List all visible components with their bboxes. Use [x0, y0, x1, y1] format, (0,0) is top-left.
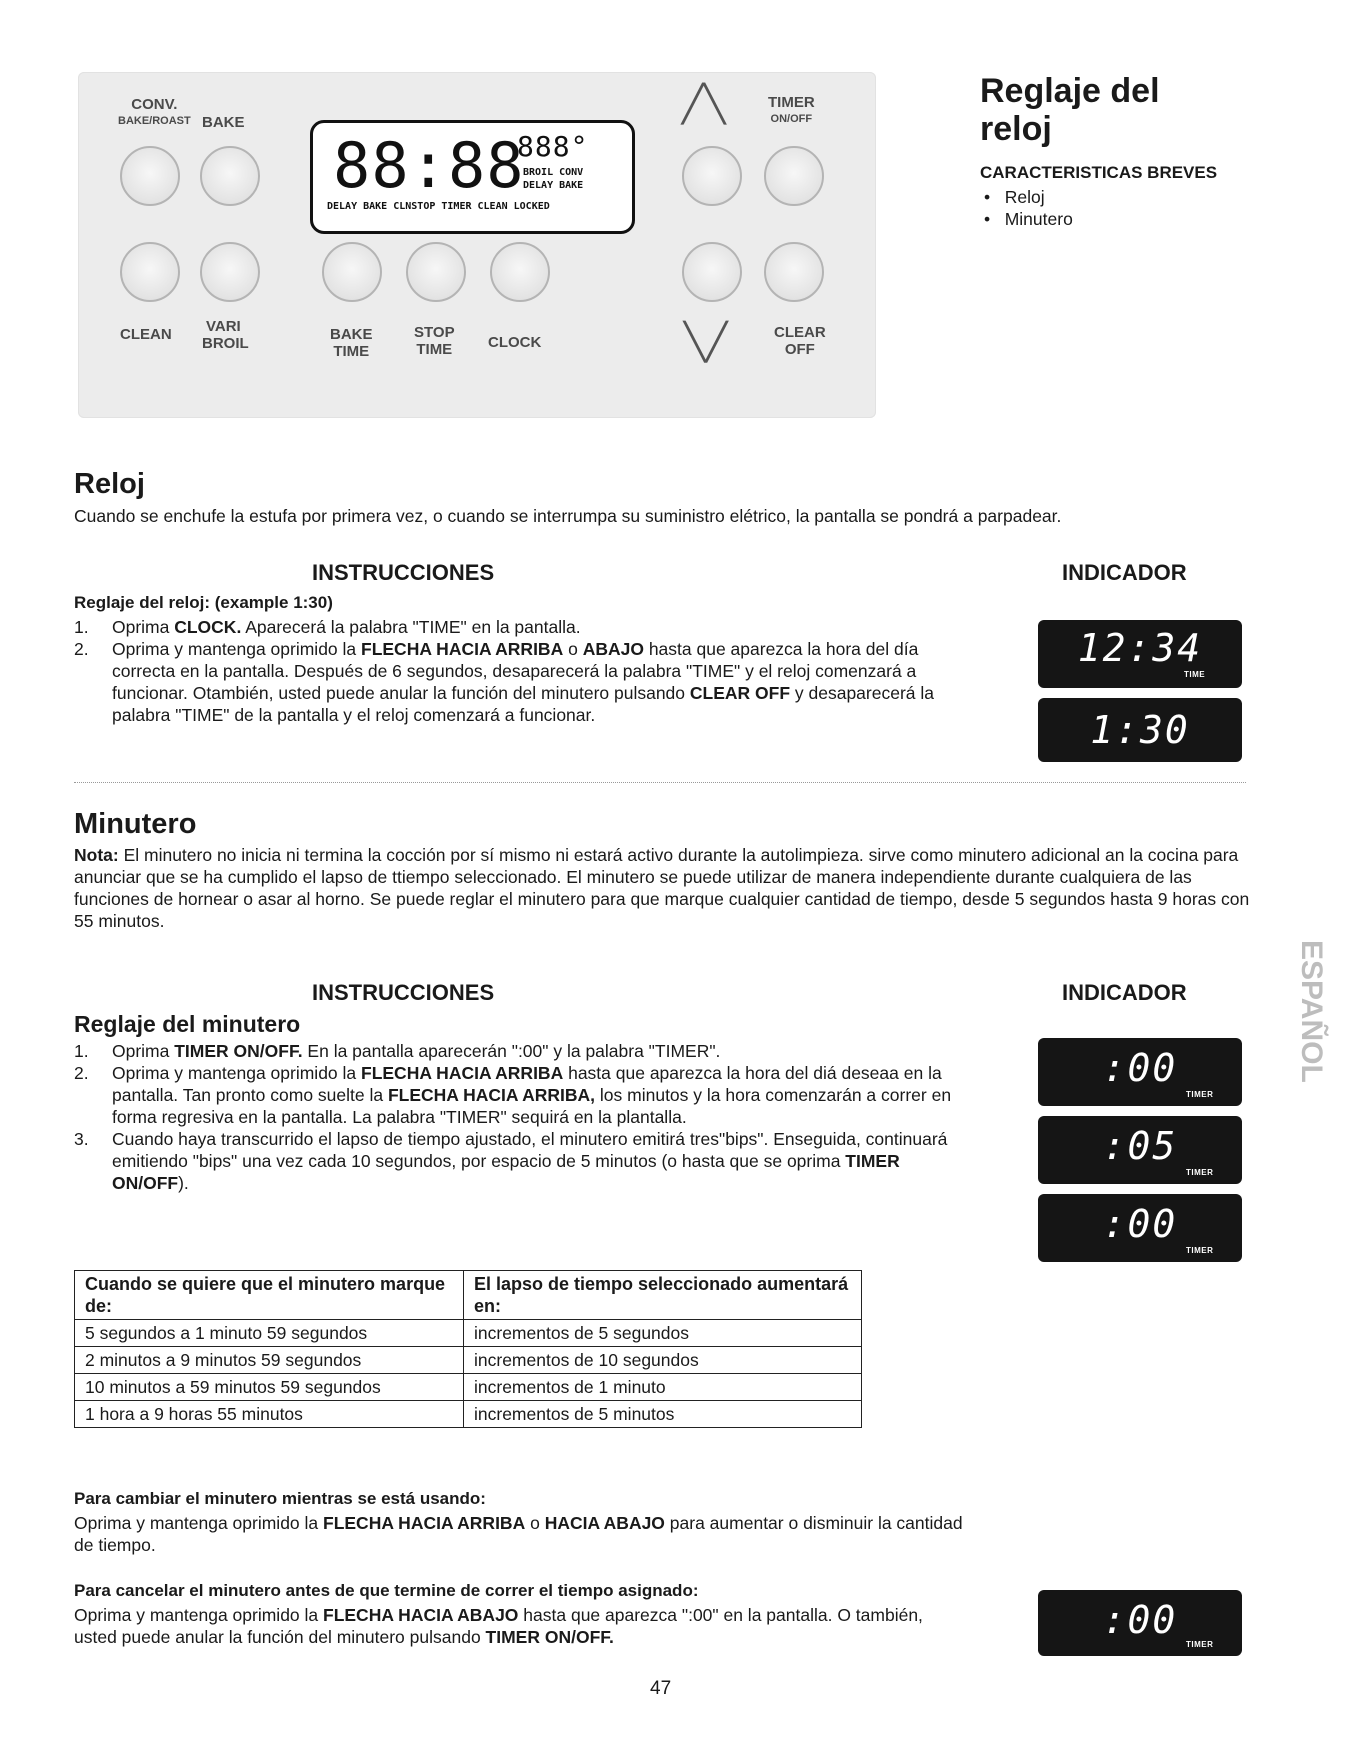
table-cell: 1 hora a 9 horas 55 minutos: [75, 1401, 464, 1428]
table-cell: 2 minutos a 9 minutos 59 segundos: [75, 1347, 464, 1374]
feature-item: • Reloj: [984, 187, 1045, 207]
feature-item: • Minutero: [984, 209, 1073, 229]
minutero-step: 3. Cuando haya transcurrido el lapso de tiempo ajustado, el minutero emitirá tres"bips". Enseguida, continuará emitiendo "bips" una vez cada 10 segundos, por espacio de 5 minutos (o hasta que se oprima TIMER ON/OFF).: [74, 1129, 948, 1193]
table-cell: incrementos de 10 segundos: [464, 1347, 862, 1374]
reloj-subheading: Reglaje del reloj: (example 1:30): [74, 593, 333, 612]
cancel-timer-heading: Para cancelar el minutero antes de que termine de correr el tiempo asignado:: [74, 1581, 699, 1600]
side-language-tab: ESPAÑOL: [1295, 940, 1328, 1083]
reloj-instructions-heading: INSTRUCCIONES: [312, 560, 495, 585]
bake-time-label: BAKE TIME: [330, 326, 373, 360]
cancel-timer-text: Oprima y mantenga oprimido la FLECHA HACIA ABAJO hasta que aparezca ":00" en la pantalla. O también, usted puede anular la función del minutero pulsando TIMER ON/OFF.: [74, 1605, 923, 1647]
timer-display-05: [1038, 1116, 1242, 1184]
lcd-delay-bake: DELAY BAKE: [523, 180, 584, 191]
table-row: [75, 1374, 862, 1401]
page-number: 47: [650, 1678, 672, 1699]
timer-increments-table: [74, 1270, 862, 1428]
change-timer-heading: Para cambiar el minutero mientras se está usando:: [74, 1489, 486, 1508]
vari-broil-label: VARI BROIL: [202, 318, 249, 352]
minutero-heading: Minutero: [74, 808, 197, 840]
display-value: :00: [1102, 1046, 1178, 1090]
reloj-steps: [74, 616, 954, 726]
clock-display-1234: [1038, 620, 1242, 688]
minutero-instructions-heading: INSTRUCCIONES: [312, 980, 495, 1005]
table-cell: 5 segundos a 1 minuto 59 segundos: [75, 1320, 464, 1347]
reloj-intro: Cuando se enchufe la estufa por primera vez, o cuando se interrumpa su suministro elétrico, la pantalla se pondrá a parpadear.: [74, 506, 1062, 526]
display-value: :00: [1102, 1202, 1178, 1246]
minutero-step: 1. Oprima TIMER ON/OFF. En la pantalla aparecerán ":00" y la palabra "TIMER".: [74, 1041, 721, 1061]
timer-display-00: [1038, 1038, 1242, 1106]
table-row: [75, 1401, 862, 1428]
lcd-display: [310, 120, 635, 234]
table-header-cell: Cuando se quiere que el minutero marque de:: [75, 1271, 464, 1320]
table-row: [75, 1320, 862, 1347]
features-heading: CARACTERISTICAS BREVES: [980, 163, 1218, 182]
clean-label: CLEAN: [120, 326, 172, 343]
table-cell: incrementos de 1 minuto: [464, 1374, 862, 1401]
features-list: [984, 186, 1073, 230]
stop-time-button[interactable]: [406, 242, 466, 302]
display-value: 12:34: [1077, 626, 1203, 670]
clock-button[interactable]: [490, 242, 550, 302]
table-cell: incrementos de 5 minutos: [464, 1401, 862, 1428]
bake-button[interactable]: [200, 146, 260, 206]
reloj-step: 1. Oprima CLOCK. Aparecerá la palabra "TIME" en la pantalla.: [74, 617, 581, 637]
table-cell: 10 minutos a 59 minutos 59 segundos: [75, 1374, 464, 1401]
display-value: :05: [1102, 1124, 1178, 1168]
oven-control-panel: [78, 72, 876, 418]
table-header-row: [75, 1271, 862, 1320]
minutero-subheading: Reglaje del minutero: [74, 1011, 301, 1037]
minutero-steps: [74, 1040, 954, 1194]
change-timer-text: Oprima y mantenga oprimido la FLECHA HACIA ARRIBA o HACIA ABAJO para aumentar o disminuir la cantidad de tiempo.: [74, 1513, 963, 1555]
vari-broil-button[interactable]: [200, 242, 260, 302]
lcd-main-digits: 88:88: [333, 129, 525, 202]
clock-display-130: [1038, 698, 1242, 762]
display-tag: TIMER: [1186, 1090, 1214, 1099]
lcd-small-digits: 888°: [517, 130, 589, 163]
display-tag: TIME: [1184, 670, 1206, 679]
timer-onoff-label: TIMER ON/OFF: [768, 94, 815, 125]
reloj-indicator-heading: INDICADOR: [1062, 560, 1187, 585]
conv-bake-roast-label: CONV. BAKE/ROAST: [118, 96, 191, 127]
bake-label: BAKE: [202, 114, 245, 131]
bake-time-button[interactable]: [322, 242, 382, 302]
minutero-step: 2. Oprima y mantenga oprimido la FLECHA HACIA ARRIBA hasta que aparezca la hora del diá deseaa en la pantalla. Tan pronto como suelte la FLECHA HACIA ARRIBA, los minutos y la hora comenzarán a correr en forma regresiva en la pantalla. La palabra "TIMER" sequirá en la plantalla.: [74, 1063, 952, 1127]
down-arrow-icon: ╲╱: [684, 321, 728, 362]
display-tag: TIMER: [1186, 1640, 1214, 1649]
up-arrow-button[interactable]: [682, 146, 742, 206]
timer-onoff-button[interactable]: [764, 146, 824, 206]
minutero-indicator-heading: INDICADOR: [1062, 980, 1187, 1005]
display-value: :00: [1102, 1598, 1178, 1642]
up-arrow-icon: ╱╲: [682, 83, 726, 124]
conv-bake-roast-button[interactable]: [120, 146, 180, 206]
minutero-note: Nota: El minutero no inicia ni termina la cocción por sí mismo ni estará activo durante la autolimpieza. sirve como minutero adicional an la cocina para anunciar que se ha cumplido el lapso de ttiempo seleccionado. El minutero se puede utilizar de manera independiente durante cualquiera de las funciones de hornear o asar al horno. Se puede reglar el minutero para que marque cualquier cantidad de tiempo, desde 5 segundos hasta 9 horas con 55 minutos.: [74, 845, 1250, 931]
table-row: [75, 1347, 862, 1374]
cancel-display-00: [1038, 1590, 1242, 1656]
lcd-status-row: DELAY BAKE CLNSTOP TIMER CLEAN LOCKED: [327, 201, 550, 212]
display-value: 1:30: [1090, 708, 1190, 752]
display-tag: TIMER: [1186, 1246, 1214, 1255]
page-title: Reglaje del reloj: [980, 72, 1160, 148]
stop-time-label: STOP TIME: [414, 324, 455, 358]
reloj-step: 2. Oprima y mantenga oprimido la FLECHA HACIA ARRIBA o ABAJO hasta que aparezca la hora del día correcta en la pantalla. Después de 6 segundos, desaparecerá la palabra "TIME" y el reloj comenzará a funcionar. Otambién, usted puede anular la función del minutero pulsando CLEAR OFF y desaparecerá la palabra "TIME" de la pantalla y el reloj comenzará a funcionar.: [74, 639, 935, 725]
timer-display-00-end: [1038, 1194, 1242, 1262]
down-arrow-button[interactable]: [682, 242, 742, 302]
table-header-cell: El lapso de tiempo seleccionado aumentará en:: [464, 1271, 862, 1320]
clean-button[interactable]: [120, 242, 180, 302]
clear-off-button[interactable]: [764, 242, 824, 302]
lcd-broil-conv: BROIL CONV: [523, 167, 584, 178]
section-divider: [74, 782, 1246, 783]
clear-off-label: CLEAR OFF: [774, 324, 826, 358]
display-tag: TIMER: [1186, 1168, 1214, 1177]
table-cell: incrementos de 5 segundos: [464, 1320, 862, 1347]
reloj-heading: Reloj: [74, 468, 145, 500]
clock-label: CLOCK: [488, 334, 542, 351]
